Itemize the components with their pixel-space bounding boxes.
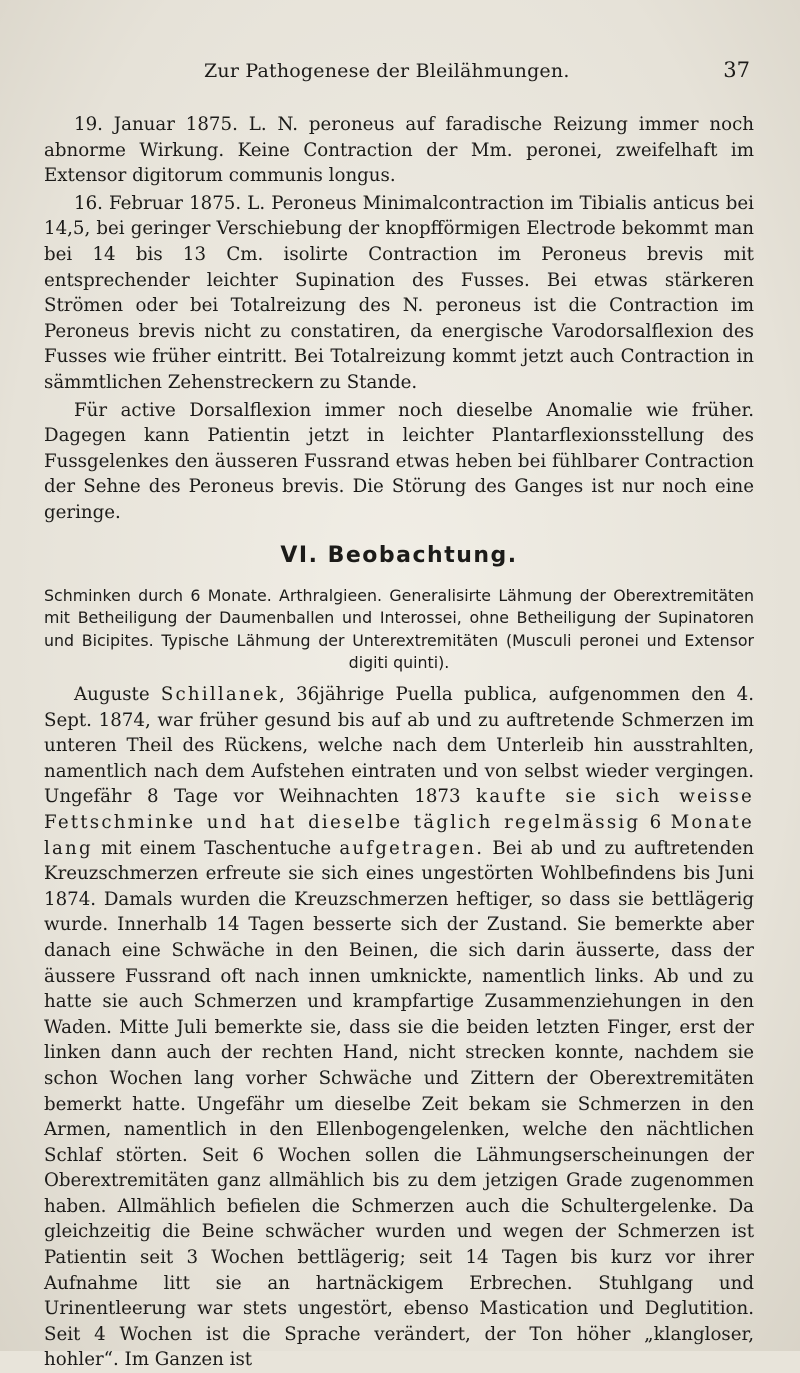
top-section: [44, 112, 754, 528]
text-segment: mit einem Taschentuche: [101, 837, 332, 859]
emphasis-text: kaufte sie sich weisse Fettschminke und hat dieselbe täglich regelmässig: [44, 786, 754, 833]
emphasis-text: aufgetragen.: [339, 837, 485, 859]
running-header: [44, 60, 752, 90]
text-segment: 6: [649, 811, 662, 833]
text-segment: , 36jährige Puella publica, aufgenommen den 4. Sept. 1874, war früher gesund bis auf ab und zu auftretende Schmerzen im unteren Theil des Rückens, welche nach dem Unterleib hin ausstrahlten, namentlich nach dem Aufstehen eintraten und von selbst wieder vergingen. Ungefähr 8 Tage vor Weihnachten 1873: [44, 684, 754, 808]
text-segment: Auguste: [74, 684, 150, 705]
paragraph-february: 16. Februar 1875. L. Peroneus Minimalcontraction im Tibialis anticus bei 14,5, bei geringer Verschiebung der knopfförmigen Electrode bekommt man bei 14 bis 13 Cm. isolirte Contraction im Peroneus brevis mit entsprechender leichter Supination des Fusses. Bei etwas stärkeren Strömen oder bei Totalreizung des N. peroneus ist die Contraction im Peroneus brevis nicht zu constatiren, da energische Varodorsalflexion des Fusses wie früher eintritt. Bei Totalreizung kommt jetzt auch Contraction in sämmtlichen Zehenstreckern zu Stande.: [44, 192, 754, 393]
observation-summary: Schminken durch 6 Monate. Arthralgieen. Generalisirte Lähmung der Oberextremitäten mit Betheiligung der Daumenballen und Interossei, ohne Betheiligung der Supinatoren und Bicipites. Typische Lähmung der Unterextremitäten (Musculi peronei und Extensor digiti quinti).: [44, 586, 754, 672]
patient-name: Schillanek: [160, 684, 280, 705]
text-segment: Bei ab und zu auftretenden Kreuzschmerzen erfreute sie sich eines ungestörten Wohlbefindens bis Juni 1874. Damals wurden die Kreuzschmerzen heftiger, so dass sie bettlägerig wurde. Innerhalb 14 Tagen besserte sich der Zustand. Sie bemerkte aber danach eine Schwäche in den Beinen, die sich darin äusserte, dass der äussere Fussrand oft nach innen umknickte, namentlich links. Ab und zu hatte sie auch Schmerzen und krampfartige Zusammenziehungen in den Waden. Mitte Juli bemerkte sie, dass sie die beiden letzten Finger, erst der linken dann auch der rechten Hand, nicht strecken konnte, nachdem sie schon Wochen lang vorher Schwäche und Zittern der Oberextremitäten bemerkt hatte. Ungefähr um dieselbe Zeit bekam sie Schmerzen in den Armen, namentlich in den Ellenbogengelenken, welche den nächtlichen Schlaf störten. Seit 6 Wochen sollen die Lähmungserscheinungen der Oberextremitäten ganz allmählich bis zu dem jetzigen Grade zugenommen haben. Allmählich befielen die Schmerzen auch die Schultergelenke. Da gleichzeitig die Beine schwächer wurden und wegen der Schmerzen ist Patientin seit 3 Wochen bettlägerig; seit 14 Tagen bis kurz vor ihrer Aufnahme litt sie an hartnäckigem Erbrechen. Stuhlgang und Urinentleerung war stets ungestört, ebenso Mastication und Deglutition. Seit 4 Wochen ist die Sprache verändert, der Ton höher „klangloser, hohler“. Im Ganzen ist: [44, 837, 754, 1371]
emphasis-text: Monate lang: [44, 811, 754, 859]
page-number: 37: [723, 58, 750, 82]
case-paragraph: [44, 682, 754, 1373]
observation-heading: VI. Beobachtung.: [280, 543, 518, 568]
observation-body: [44, 682, 754, 1373]
paragraph-dorsalflexion: Für active Dorsalflexion immer noch dieselbe Anomalie wie früher. Dagegen kann Patientin jetzt in leichter Plantarflexionsstellung des Fussgelenkes den äusseren Fussrand etwas heben bei fühlbarer Contraction der Sehne des Peroneus brevis. Die Störung des Ganges ist nur noch eine geringe.: [44, 399, 754, 523]
running-title: Zur Pathogenese der Bleilähmungen.: [204, 60, 570, 82]
paragraph-january: 19. Januar 1875. L. N. peroneus auf faradische Reizung immer noch abnorme Wirkung. Keine Contraction der Mm. peronei, zweifelhaft im Extensor digitorum communis longus.: [44, 114, 754, 187]
